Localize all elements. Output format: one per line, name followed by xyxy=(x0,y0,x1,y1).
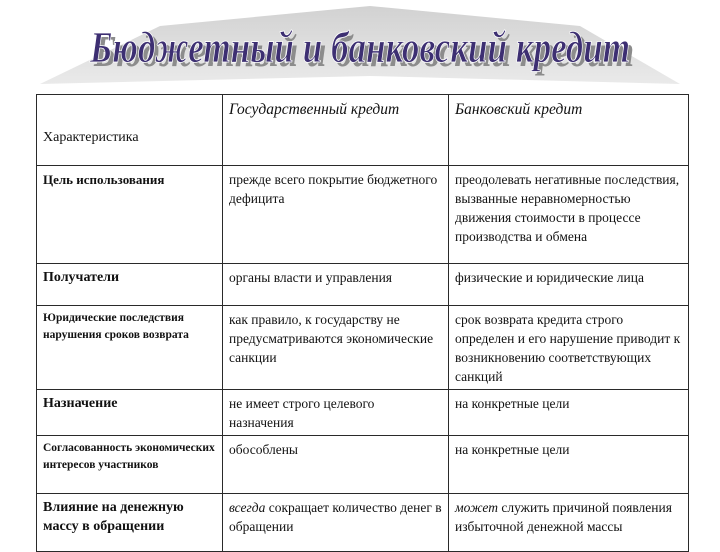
bank-text: служить причиной появления избыточной денежной массы xyxy=(455,500,672,534)
state-credit-cell: прежде всего покрытие бюджетного дефицита xyxy=(223,166,449,264)
row-label: Цель использования xyxy=(37,166,223,264)
table-row xyxy=(37,264,689,306)
state-credit-cell: обособлены xyxy=(223,436,449,494)
comparison-table-container xyxy=(36,94,688,532)
state-text: сокращает количество денег в обращении xyxy=(229,500,442,534)
row-label: Получатели xyxy=(37,264,223,306)
title-text: Бюджетный и банковский кредит xyxy=(89,23,631,72)
comparison-table xyxy=(36,94,689,552)
bank-credit-cell xyxy=(449,494,689,552)
header-state-credit: Государственный кредит xyxy=(223,95,449,166)
state-credit-cell: органы власти и управления xyxy=(223,264,449,306)
state-credit-cell: не имеет строго целевого назначения xyxy=(223,390,449,436)
state-credit-cell: как правило, к государству не предусматриваются экономические санкции xyxy=(223,306,449,390)
bank-credit-cell: физические и юридические лица xyxy=(449,264,689,306)
bank-credit-cell: срок возврата кредита строго определен и его нарушение приводит к возникновению соответствующих санкций xyxy=(449,306,689,390)
bank-credit-cell: на конкретные цели xyxy=(449,390,689,436)
row-label: Назначение xyxy=(37,390,223,436)
header-characteristic: Характеристика xyxy=(37,95,223,166)
table-row xyxy=(37,494,689,552)
title-wordart xyxy=(40,6,680,92)
bank-emphasis: может xyxy=(455,500,498,515)
table-row xyxy=(37,166,689,264)
table-header-row xyxy=(37,95,689,166)
row-label: Согласованность экономических интересов участников xyxy=(37,436,223,494)
title-text-shadow: Бюджетный и банковский кредит xyxy=(93,27,635,76)
bank-credit-cell: преодолевать негативные последствия, вызванные неравномерностью движения стоимости в процессе производства и обмена xyxy=(449,166,689,264)
table-row xyxy=(37,306,689,390)
row-label: Юридические последствия нарушения сроков возврата xyxy=(37,306,223,390)
header-bank-credit: Банковский кредит xyxy=(449,95,689,166)
state-emphasis: всегда xyxy=(229,500,266,515)
table-row xyxy=(37,390,689,436)
table-row xyxy=(37,436,689,494)
state-credit-cell xyxy=(223,494,449,552)
bank-credit-cell: на конкретные цели xyxy=(449,436,689,494)
row-label: Влияние на денежную массу в обращении xyxy=(37,494,223,552)
